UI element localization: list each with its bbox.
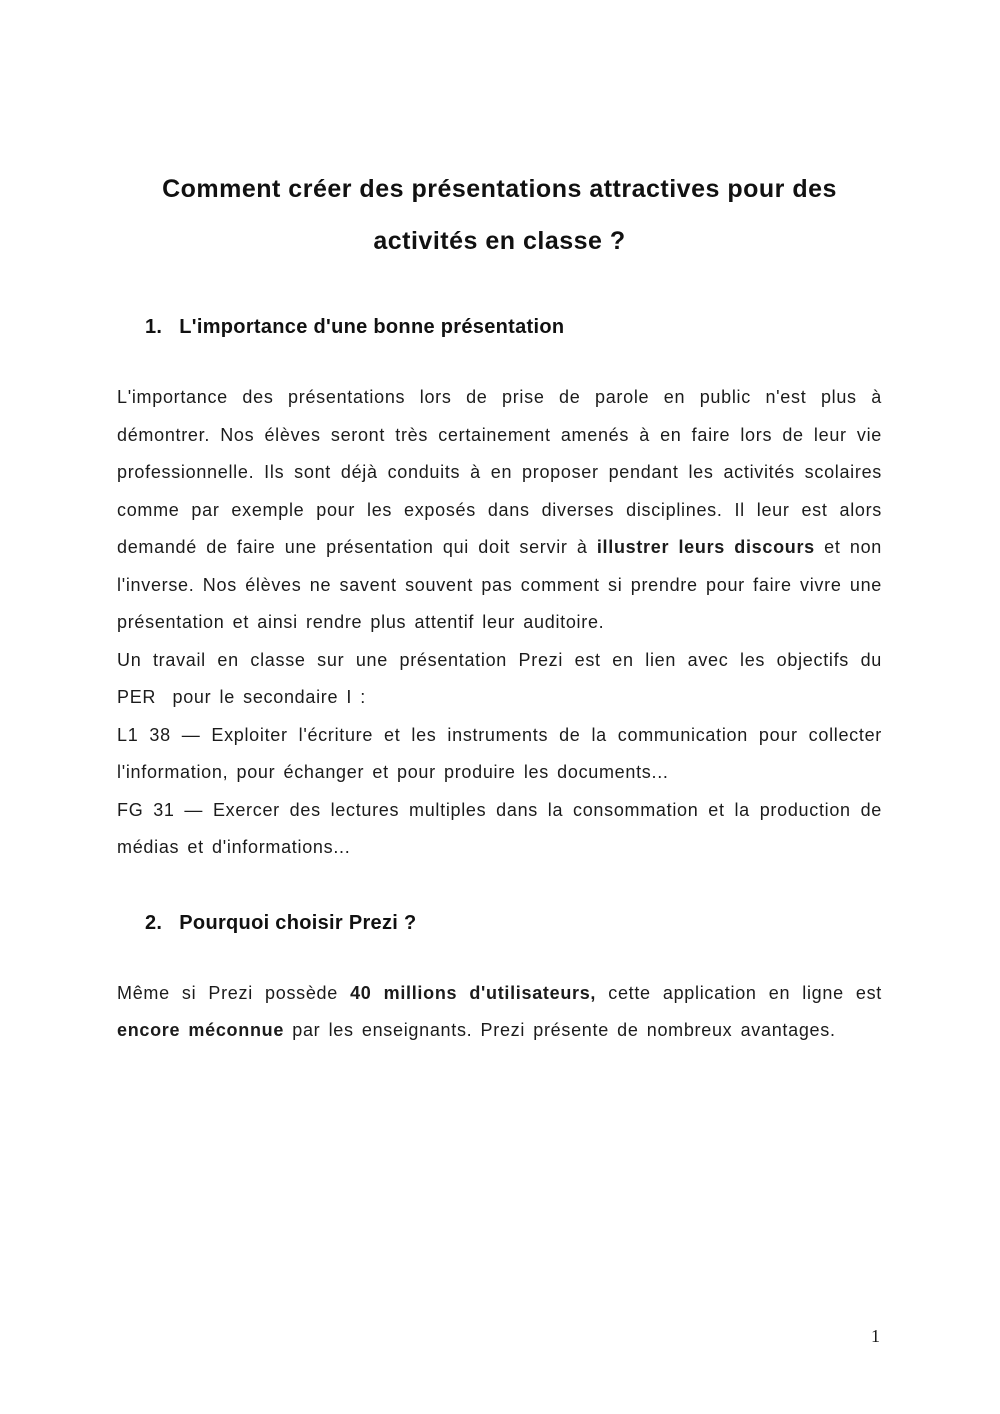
text-run: Même si Prezi possède xyxy=(117,982,351,1003)
text-run: Un travail en classe sur une présentation Prezi est en lien avec les objectifs du PER pour le secondaire I : xyxy=(117,649,882,707)
text-run: L'importance des présentations lors de prise de parole en public n'est plus à démontrer. Nos élèves seront très certainement amenés à en faire lors de leur vie professionnelle. Ils sont déjà conduits à en proposer pendant les activités scolaires comme par exemple pour les exposés dans diverses disciplines. Il leur est alors demandé de faire une présentation qui doit servir à xyxy=(117,387,882,557)
section-heading-label: Pourquoi choisir Prezi ? xyxy=(179,911,417,934)
page-number: 1 xyxy=(871,1326,880,1346)
text-run: L1 38 — Exploiter l'écriture et les instruments de la communication pour collecter l'information, pour échanger et pour produire les documents... xyxy=(117,724,882,782)
section-number: 2. xyxy=(145,911,163,934)
document-title: Comment créer des présentations attractives pour des activités en classe ? xyxy=(162,175,837,255)
section-heading-pourquoi-prezi xyxy=(117,909,882,937)
section-heading-importance xyxy=(117,313,882,341)
document-content xyxy=(0,163,1000,1050)
paragraph xyxy=(117,717,882,792)
paragraph xyxy=(117,642,882,717)
text-run: cette application en ligne est xyxy=(596,982,882,1003)
bold-text-run: illustrer leurs discours xyxy=(596,537,815,557)
text-run: FG 31 — Exercer des lectures multiples dans la consommation et la production de médias et d'informations... xyxy=(117,799,882,857)
section-body-pourquoi-prezi xyxy=(117,975,882,1050)
text-run: et non l'inverse. Nos élèves ne savent souvent pas comment si prendre pour faire vivre une présentation et ainsi rendre plus attentif leur auditoire. xyxy=(117,537,882,632)
bold-text-run: 40 millions d'utilisateurs, xyxy=(350,982,597,1003)
text-run: par les enseignants. Prezi présente de nombreux avantages. xyxy=(284,1020,836,1040)
section-body-importance xyxy=(117,379,882,867)
paragraph xyxy=(117,975,882,1050)
section-number: 1. xyxy=(145,316,163,338)
paragraph xyxy=(117,792,882,867)
bold-text-run: encore méconnue xyxy=(117,1020,285,1040)
paragraph xyxy=(117,379,882,642)
section-heading-label: L'importance d'une bonne présentation xyxy=(179,316,565,338)
